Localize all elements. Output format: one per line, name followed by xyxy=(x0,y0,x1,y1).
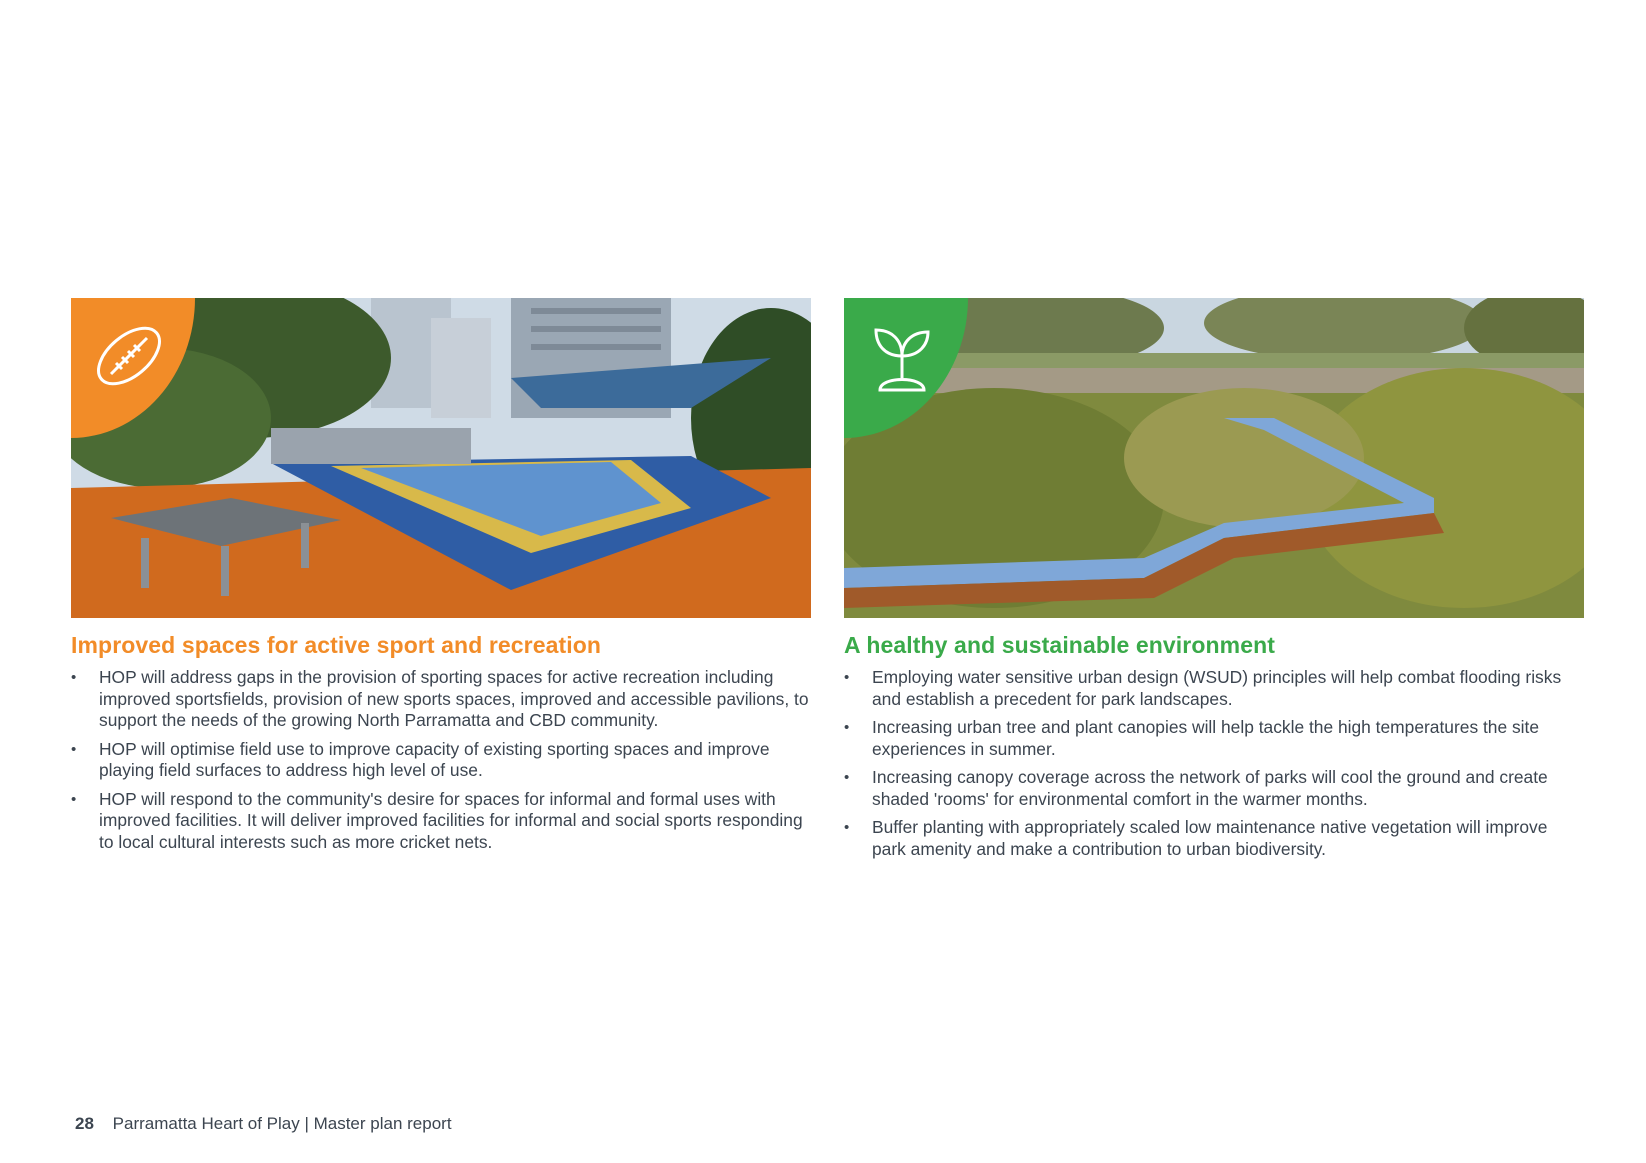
football-icon xyxy=(89,316,169,396)
section-heading: A healthy and sustainable environment xyxy=(844,632,1275,658)
document-title: Parramatta Heart of Play | Master plan report xyxy=(112,1114,452,1133)
section-heading: Improved spaces for active sport and recreation xyxy=(71,632,602,658)
environment-section xyxy=(844,298,1584,867)
bullet-list xyxy=(71,667,811,853)
sport-recreation-section xyxy=(71,298,811,860)
list-item: • Employing water sensitive urban design (WSUD) principles will help combat flooding risks and establish a precedent for park landscapes. xyxy=(844,667,1584,710)
list-item: • Increasing urban tree and plant canopies will help tackle the high temperatures the site experiences in summer. xyxy=(844,717,1584,760)
list-item: • HOP will respond to the community's desire for spaces for informal and formal uses with improved facilities. It will deliver improved facilities for informal and social sports responding to local cultural interests such as more cricket nets. xyxy=(71,789,811,854)
bullet-list xyxy=(844,667,1584,860)
page-number: 28 xyxy=(75,1114,94,1133)
list-item: • HOP will optimise field use to improve capacity of existing sporting spaces and improve playing field surfaces to address high level of use. xyxy=(71,739,811,782)
sprout-icon xyxy=(862,316,942,396)
sports-court-photo xyxy=(71,298,811,618)
wetland-photo xyxy=(844,298,1584,618)
page-footer xyxy=(75,1114,452,1134)
list-item: • HOP will address gaps in the provision of sporting spaces for active recreation including improved sportsfields, provision of new sports spaces, improved and accessible pavilions, to support the needs of the growing North Parramatta and CBD community. xyxy=(71,667,811,732)
list-item: • Increasing canopy coverage across the network of parks will cool the ground and create shaded 'rooms' for environmental comfort in the warmer months. xyxy=(844,767,1584,810)
list-item: • Buffer planting with appropriately scaled low maintenance native vegetation will improve park amenity and make a contribution to urban biodiversity. xyxy=(844,817,1584,860)
